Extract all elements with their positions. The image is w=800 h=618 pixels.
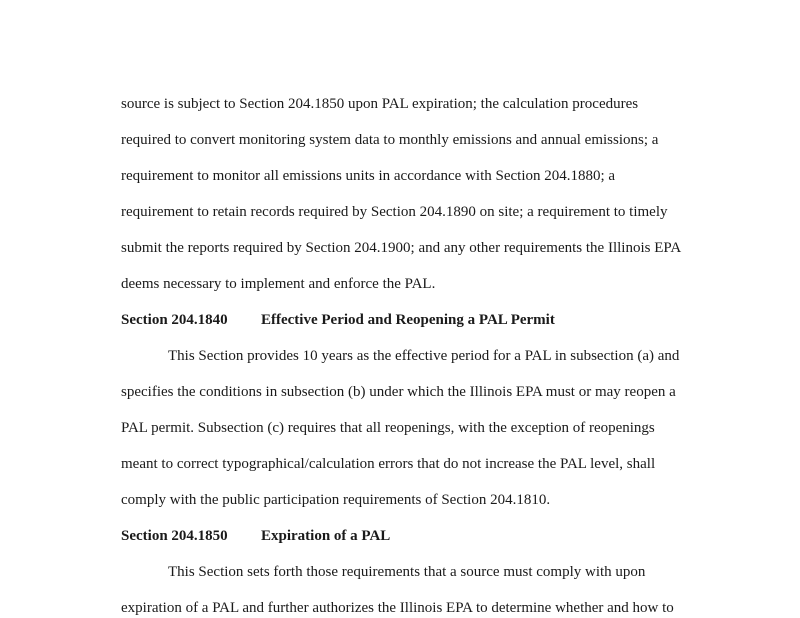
paragraph-line: deems necessary to implement and enforce the PAL. <box>121 276 436 292</box>
section-number: Section 204.1840 <box>121 312 228 328</box>
paragraph-line: required to convert monitoring system data to monthly emissions and annual emissions; a <box>121 132 659 148</box>
paragraph-line: This Section provides 10 years as the effective period for a PAL in subsection (a) and <box>168 348 680 364</box>
paragraph-line: expiration of a PAL and further authorizes the Illinois EPA to determine whether and how to <box>121 600 674 616</box>
section-heading-1850 <box>121 528 390 545</box>
paragraph-line: comply with the public participation requirements of Section 204.1810. <box>121 492 551 508</box>
paragraph-line: submit the reports required by Section 204.1900; and any other requirements the Illinois EPA <box>121 240 682 256</box>
paragraph-line: meant to correct typographical/calculation errors that do not increase the PAL level, shall <box>121 456 656 472</box>
paragraph-line: This Section sets forth those requirements that a source must comply with upon <box>168 564 646 580</box>
paragraph-line: specifies the conditions in subsection (b) under which the Illinois EPA must or may reopen a <box>121 384 676 400</box>
paragraph-line: requirement to monitor all emissions units in accordance with Section 204.1880; a <box>121 168 616 184</box>
section-title: Expiration of a PAL <box>261 528 391 544</box>
section-title: Effective Period and Reopening a PAL Permit <box>261 312 555 328</box>
section-heading-1840 <box>121 312 555 329</box>
paragraph-line: requirement to retain records required by Section 204.1890 on site; a requirement to timely <box>121 204 668 220</box>
section-number: Section 204.1850 <box>121 528 228 544</box>
paragraph-line: source is subject to Section 204.1850 upon PAL expiration; the calculation procedures <box>121 96 639 112</box>
paragraph-line: PAL permit. Subsection (c) requires that all reopenings, with the exception of reopenings <box>121 420 655 436</box>
